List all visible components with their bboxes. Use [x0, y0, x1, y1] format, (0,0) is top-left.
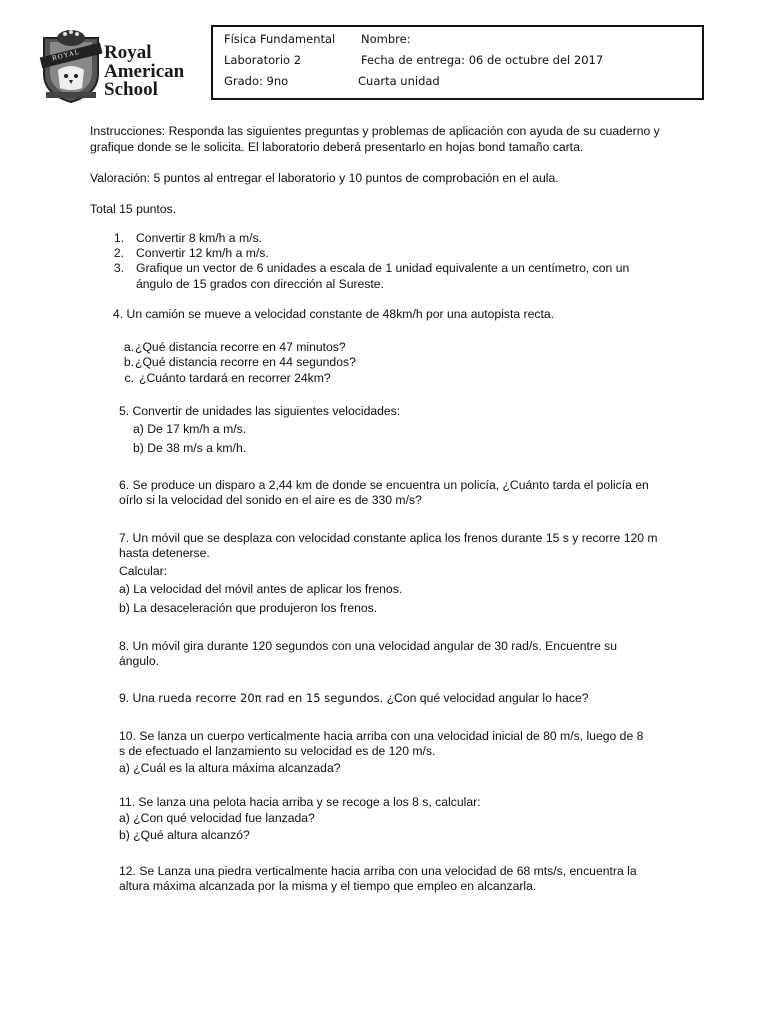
- question-10-line-1: 10. Se lanza un cuerpo verticalmente hacia arriba con una velocidad inicial de 80 m/s, luego de 8: [119, 729, 644, 743]
- q5-a: a) De 17 km/h a m/s.: [133, 422, 247, 436]
- question-9: [119, 691, 589, 706]
- question-8-line-1: 8. Un móvil gira durante 120 segundos con una velocidad angular de 30 rad/s. Encuentre su: [119, 639, 617, 653]
- q11-b: b) ¿Qué altura alcanzó?: [119, 828, 250, 842]
- question-4: 4. Un camión se mueve a velocidad constante de 48km/h por una autopista recta.: [113, 307, 555, 321]
- q7-a: a) La velocidad del móvil antes de aplicar los frenos.: [119, 582, 403, 596]
- grade-label: Grado: 9no: [224, 74, 289, 88]
- q11-a: a) ¿Con qué velocidad fue lanzada?: [119, 811, 315, 825]
- question-7-line-2: hasta detenerse.: [119, 546, 210, 560]
- list-item-text-cont: ángulo de 15 grados con dirección al Sureste.: [136, 277, 384, 291]
- header-box: [211, 25, 704, 100]
- q4-a: ¿Qué distancia recorre en 47 minutos?: [135, 340, 346, 354]
- q4-b: ¿Qué distancia recorre en 44 segundos?: [135, 355, 356, 369]
- q4-b-label: b.: [123, 355, 134, 369]
- q7-calc: Calcular:: [119, 564, 168, 578]
- q9-prefix: 9. Una: [119, 691, 159, 705]
- crest-icon: [36, 28, 106, 104]
- name-label: Nombre:: [361, 32, 411, 46]
- question-5: 5. Convertir de unidades las siguientes velocidades:: [119, 404, 401, 418]
- q9-mid: rueda recorre 20π rad en 15 segundos.: [158, 691, 384, 705]
- question-6-line-1: 6. Se produce un disparo a 2,44 km de donde se encuentra un policía, ¿Cuánto tarda el policía en: [119, 478, 649, 492]
- list-item-text: Convertir 12 km/h a m/s.: [136, 246, 269, 260]
- q4-a-label: a.: [123, 340, 134, 354]
- logo-line-american: American: [104, 61, 185, 82]
- course-title: Física Fundamental: [224, 32, 336, 46]
- q9-suffix: ¿Con qué velocidad angular lo hace?: [383, 691, 589, 705]
- list-item-text: Grafique un vector de 6 unidades a escala de 1 unidad equivalente a un centímetro, con un: [136, 261, 630, 275]
- q4-c: ¿Cuánto tardará en recorrer 24km?: [139, 371, 331, 385]
- question-12-line-1: 12. Se Lanza una piedra verticalmente hacia arriba con una velocidad de 68 mts/s, encuentra la: [119, 864, 637, 878]
- list-item-number: 1.: [113, 231, 124, 245]
- crest-text: ROYAL: [51, 47, 81, 63]
- logo-line-royal: Royal: [104, 42, 152, 63]
- instructions-line-1: Instrucciones: Responda las siguientes preguntas y problemas de aplicación con ayuda de su cuaderno y: [90, 124, 660, 138]
- question-7-line-1: 7. Un móvil que se desplaza con velocidad constante aplica los frenos durante 15 s y recorre 120 m: [119, 531, 658, 545]
- list-item-number: 3.: [113, 261, 124, 275]
- list-item-text: Convertir 8 km/h a m/s.: [136, 231, 262, 245]
- lab-title: Laboratorio 2: [224, 53, 302, 67]
- q7-b: b) La desaceleración que produjeron los frenos.: [119, 601, 378, 615]
- question-11: 11. Se lanza una pelota hacia arriba y se recoge a los 8 s, calcular:: [119, 795, 481, 809]
- q5-b: b) De 38 m/s a km/h.: [133, 441, 247, 455]
- unit-label: Cuarta unidad: [358, 74, 440, 88]
- q10-a: a) ¿Cuál es la altura máxima alcanzada?: [119, 761, 341, 775]
- due-date: Fecha de entrega: 06 de octubre del 2017: [361, 53, 604, 67]
- valoracion: Valoración: 5 puntos al entregar el laboratorio y 10 puntos de comprobación en el aula.: [90, 171, 559, 185]
- school-logo: [36, 28, 192, 104]
- question-10-line-2: s de efectuado el lanzamiento su velocidad es de 120 m/s.: [119, 744, 436, 758]
- list-item-number: 2.: [113, 246, 124, 260]
- question-8-line-2: ángulo.: [119, 654, 159, 668]
- q4-c-label: c.: [124, 371, 134, 385]
- question-6-line-2: oírlo si la velocidad del sonido en el aire es de 330 m/s?: [119, 493, 422, 507]
- instructions-line-2: grafique donde se le solicita. El laboratorio deberá presentarlo en hojas bond tamaño carta.: [90, 140, 584, 154]
- total-points: Total 15 puntos.: [90, 202, 177, 216]
- question-12-line-2: altura máxima alcanzada por la misma y el tiempo que empleo en alcanzarla.: [119, 879, 537, 893]
- logo-line-school: School: [104, 79, 158, 100]
